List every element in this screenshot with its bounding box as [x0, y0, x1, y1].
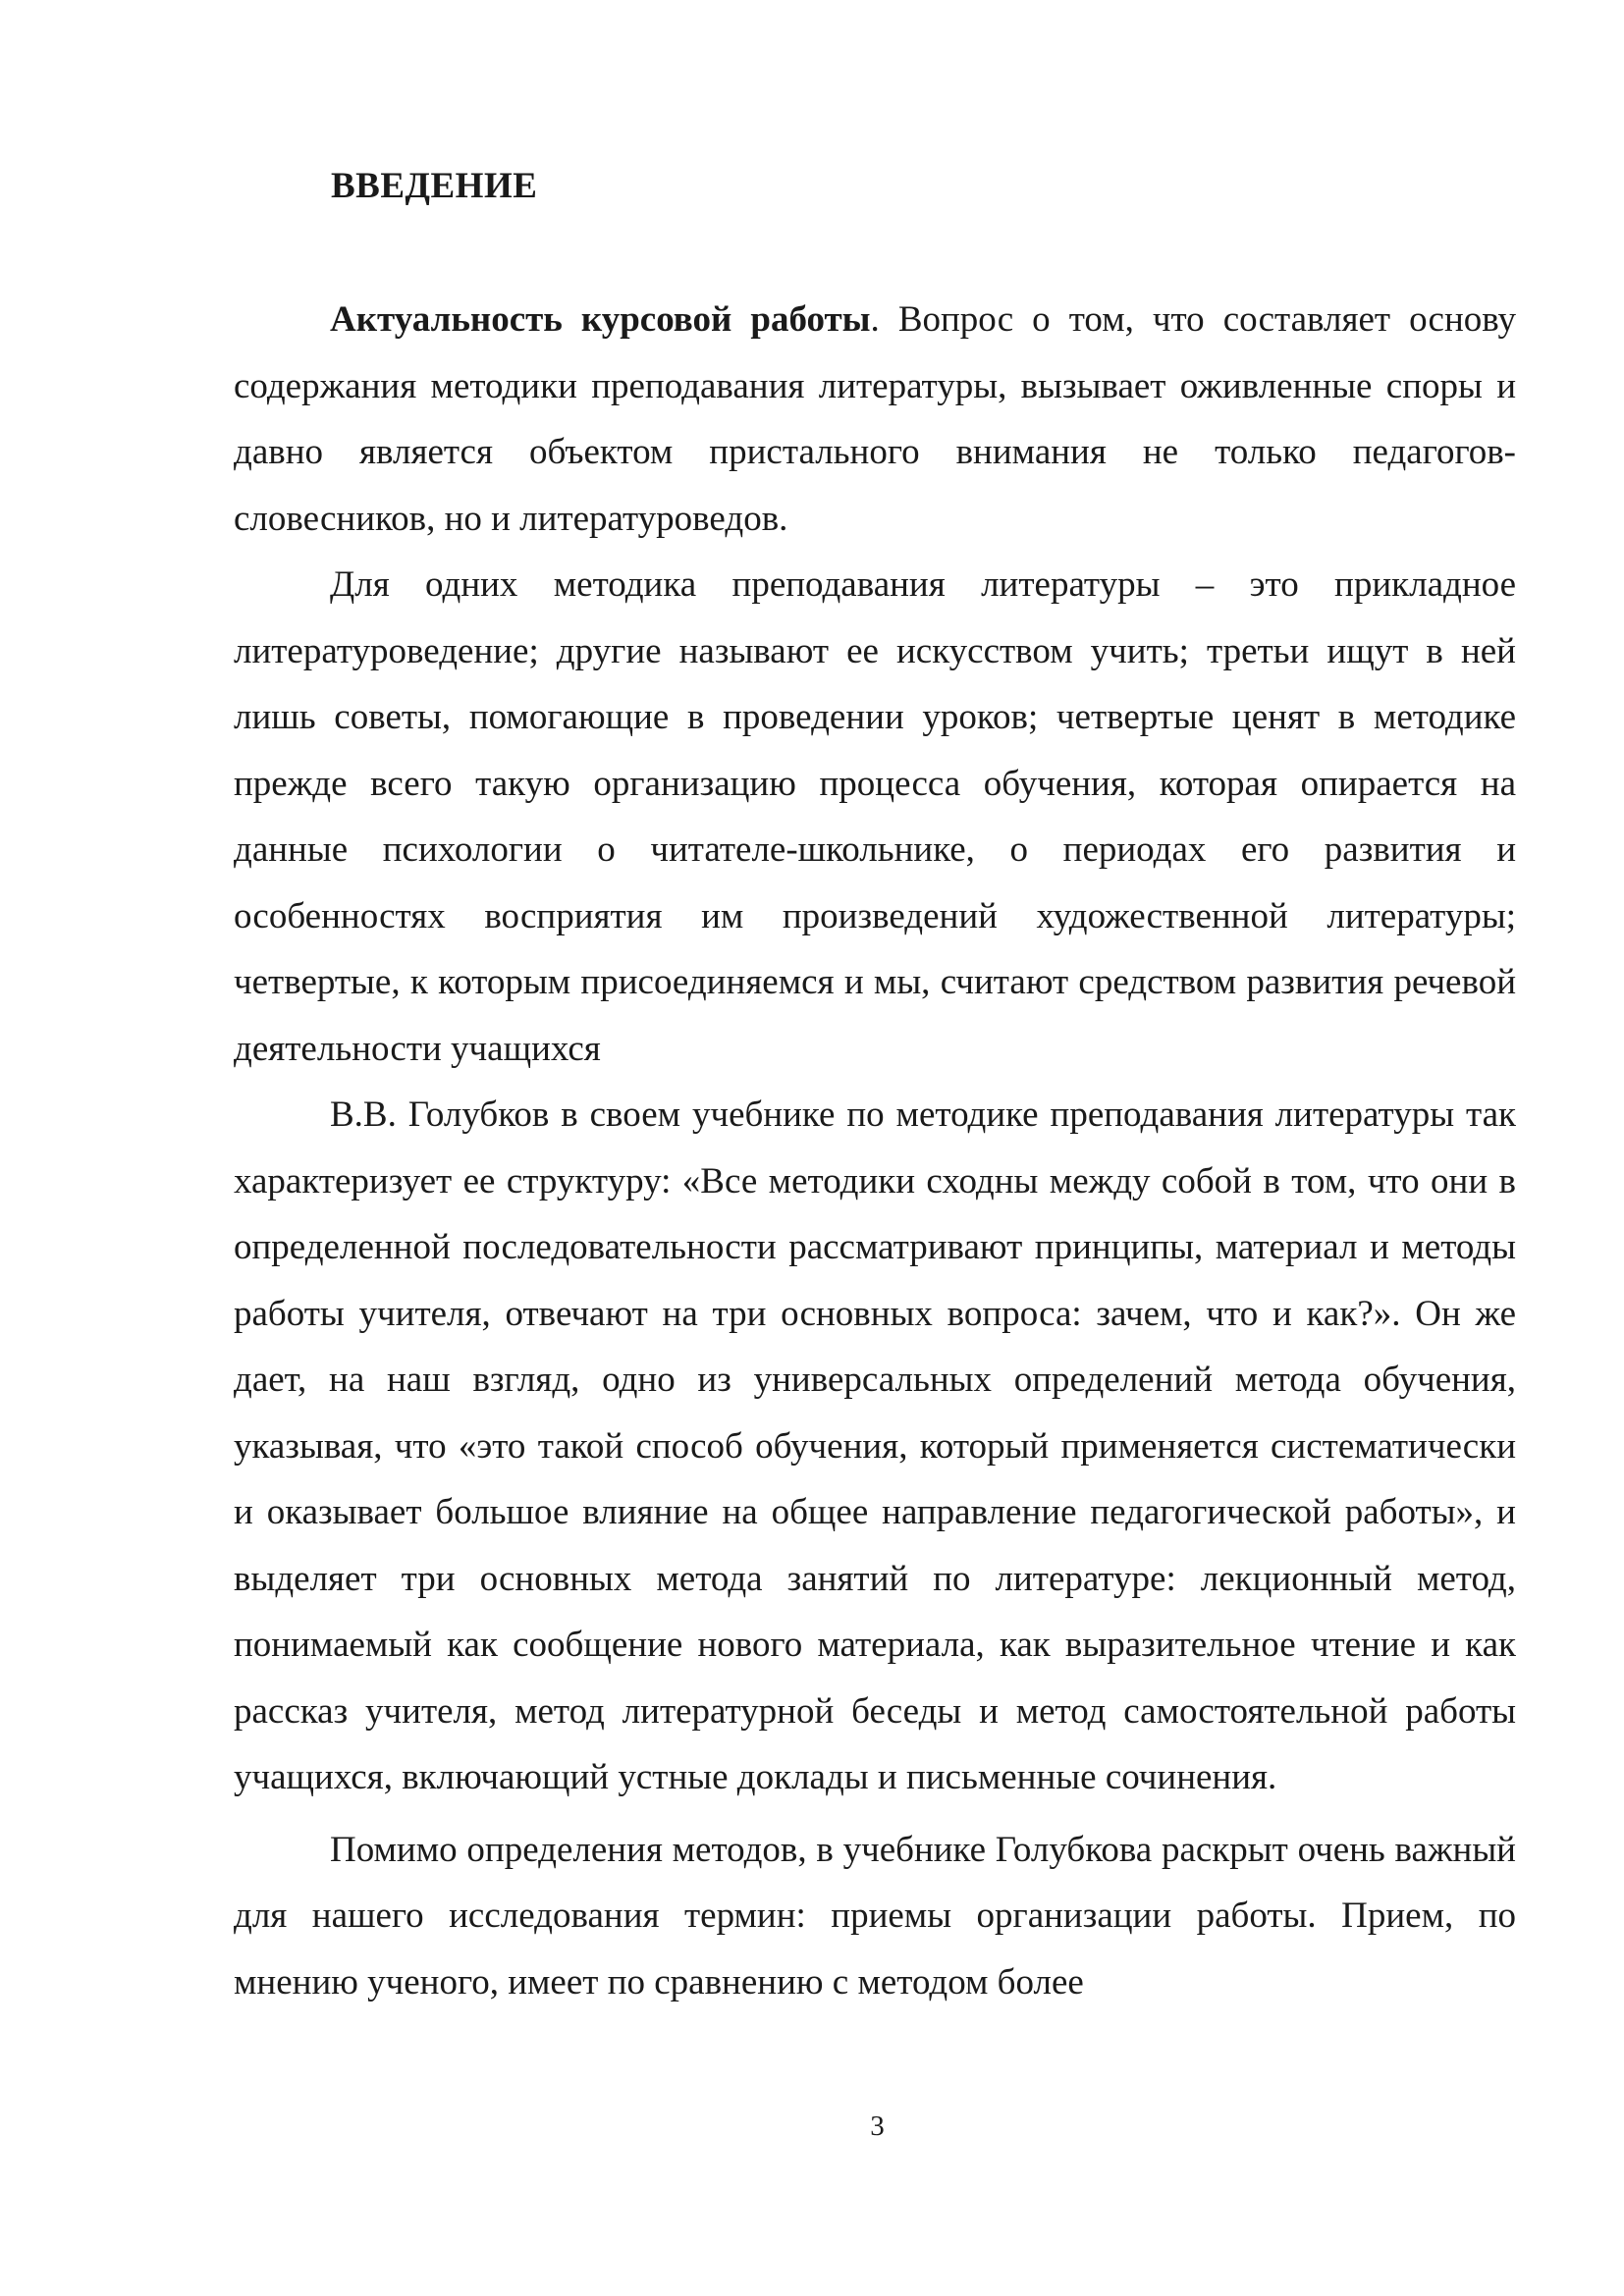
paragraph-text: В.В. Голубков в своем учебнике по методике преподавания литературы так характеризует ее структуру: «Все методики сходны между собой в том, что они в определенной последовательности рассматривают принципы, материал и методы работы учителя, отвечают на три основных вопроса: зачем, что и как?». Он же дает, на наш взгляд, одно из универсальных определений метода обучения, указывая, что «это такой способ обучения, который применяется систематически и оказывает большое влияние на общее направление педагогической работы», и выделяет три основных метода занятий по литературе: лекционный метод, понимаемый как сообщение нового материала, как выразительное чтение и как рассказ учителя, метод литературной беседы и метод самостоятельной работы учащихся, включающий устные доклады и письменные сочинения. [234, 1095, 1516, 1797]
paragraph-relevance [234, 287, 1516, 552]
paragraph-text: Помимо определения методов, в учебнике Голубкова раскрыт очень важный для нашего исследования термин: приемы организации работы. Прием, по мнению ученого, имеет по сравнению с методом более [234, 1829, 1516, 2002]
body-text [234, 287, 1516, 2015]
paragraph-methodics-views [234, 552, 1516, 1082]
section-heading: ВВЕДЕНИЕ [331, 166, 538, 206]
paragraph-text: Для одних методика преподавания литературы – это прикладное литературоведение; другие называют ее искусством учить; третьи ищут в ней лишь советы, помогающие в проведении уроков; четвертые ценят в методике прежде всего такую организацию процесса обучения, которая опирается на данные психологии о читателе-школьнике, о периодах его развития и особенностях восприятия им произведений художественной литературы; четвертые, к которым присоединяемся и мы, считают средством развития речевой деятельности учащихся [234, 564, 1516, 1069]
paragraph-techniques [234, 1817, 1516, 2016]
paragraph-lead: Актуальность курсовой работы [330, 299, 871, 340]
page-number: 3 [870, 2110, 885, 2142]
paragraph-text: . Вопрос о том, что составляет основу содержания методики преподавания литературы, вызывает оживленные споры и давно является объектом пристального внимания не только педагогов-словесников, но и литературоведов. [234, 299, 1516, 539]
paragraph-golubkov [234, 1082, 1516, 1811]
